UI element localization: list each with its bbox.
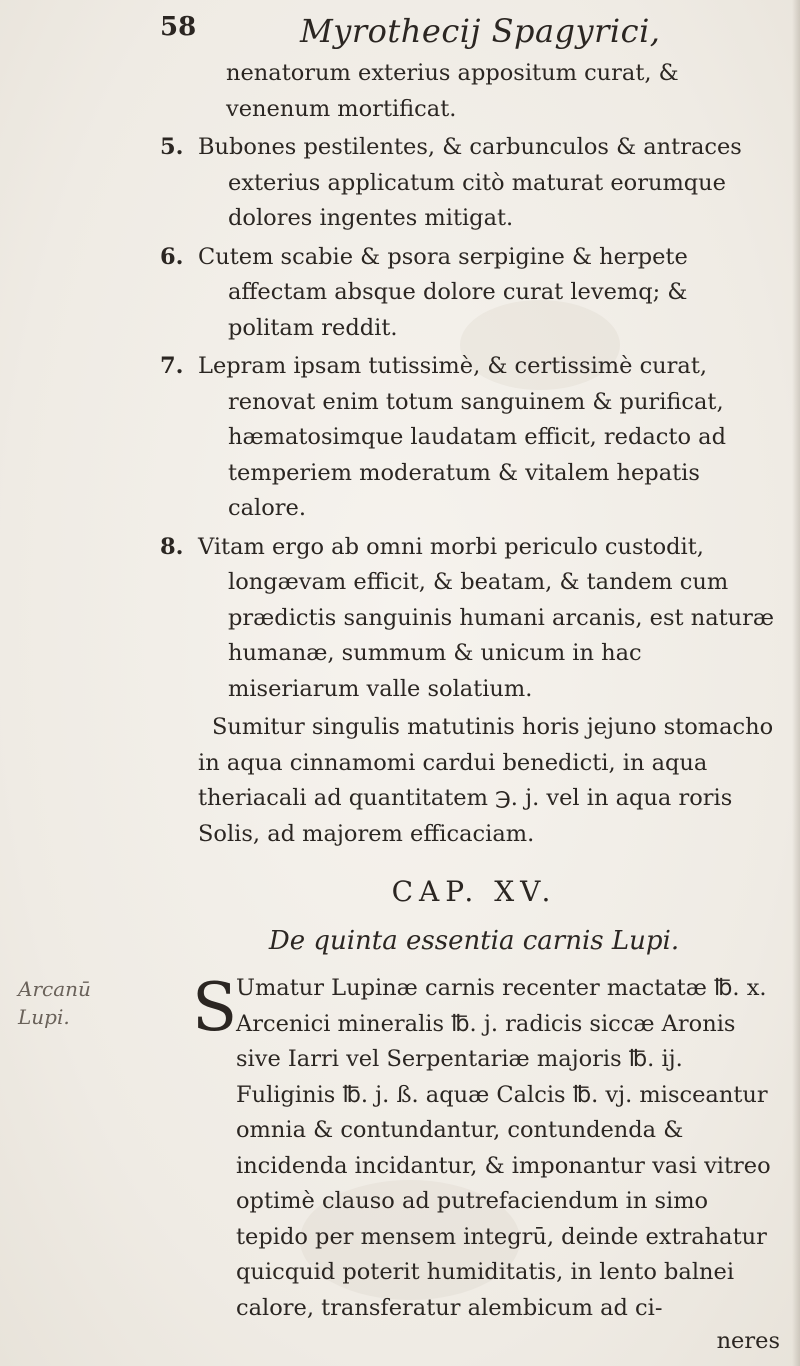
numbered-item	[160, 130, 780, 237]
margin-note-line: Arcanū	[18, 977, 91, 1001]
paragraph: Sumitur singulis matutinis horis jejuno stomacho in aqua cinnamomi cardui benedicti, in aqua theriacali ad quantitatem ℈. j. vel in aqua roris Solis, ad majorem efficaciam.	[198, 714, 774, 847]
numbered-item	[160, 349, 780, 527]
page-number: 58	[160, 12, 197, 42]
drop-cap: S	[192, 969, 238, 1046]
chapter-paragraph	[192, 969, 780, 1326]
main-text	[160, 56, 780, 1360]
item-text: Cutem scabie & psora serpigine & herpete affectam absque dolore curat levemq; & politam reddit.	[198, 243, 688, 341]
catchword: neres	[716, 1328, 780, 1354]
numbered-item	[160, 530, 780, 708]
chapter-heading: CAP. XV.	[391, 875, 557, 908]
running-title: Myrothecij Spagyrici,	[300, 12, 661, 50]
margin-note-line: Lupi.	[18, 1005, 70, 1029]
margin-note	[18, 975, 108, 1031]
page-header	[160, 12, 760, 52]
item-number: 8.	[160, 533, 184, 560]
text-fragment	[198, 56, 780, 127]
numbered-item	[160, 240, 780, 347]
chapter-paragraph-text: Umatur Lupinæ carnis recenter mactatæ ℔. x. Arcenici mineralis ℔. j. radicis siccæ Aronis sive Iarri vel Serpentariæ majoris ℔. ij. Fuliginis ℔. j. ß. aquæ Calcis ℔. vj. misceantur omnia & contundantur, contundenda & incidenda incidantur, & imponantur vasi vitreo optimè clauso ad putrefaciendum in simo tepido per mensem integrū, deinde extrahatur quicquid poterit humiditatis, in lento balnei calore, transferatur alembicum ad ci-	[236, 975, 771, 1321]
item-text: Bubones pestilentes, & carbunculos & antraces exterius applicatum citò maturat eorumque dolores ingentes mitigat.	[198, 134, 742, 231]
item-number: 5.	[160, 134, 184, 160]
item-number: 6.	[160, 243, 184, 270]
chapter-title: De quinta essentia carnis Lupi.	[268, 925, 680, 956]
item-number: 7.	[160, 353, 184, 379]
item-text: Vitam ergo ab omni morbi periculo custodit, longævam efficit, & beatam, & tandem cum prædictis sanguinis humani arcanis, est naturæ humanæ, summum & unicum in hac miseriarum valle solatium.	[198, 533, 775, 702]
fragment-text: nenatorum exterius appositum curat, & venenum mortificat.	[226, 60, 679, 122]
item-text: Lepram ipsam tutissimè, & certissimè curat, renovat enim totum sanguinem & purificat, hæmatosimque laudatam efficit, redacto ad temperiem moderatum & vitalem hepatis calore.	[198, 353, 726, 521]
page-edge	[792, 0, 800, 1366]
